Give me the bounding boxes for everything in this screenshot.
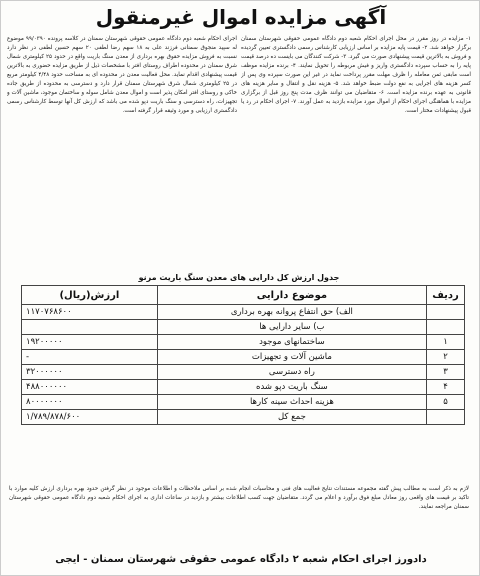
row-subject: سنگ باریت دپو شده — [157, 380, 426, 395]
header-value: ارزش(ریال) — [22, 286, 158, 305]
table-row — [22, 395, 465, 410]
row-number: ۴ — [427, 380, 465, 395]
table-total-row — [22, 410, 465, 425]
row-number: ۳ — [427, 365, 465, 380]
table-row — [22, 320, 465, 335]
header-asset-subject: موضوع دارایی — [157, 286, 426, 305]
row-subject: هزینه احداث سینه کارها — [157, 395, 426, 410]
table-title: جدول ارزش کل دارایی های معدن سنگ باریت مرنو — [138, 273, 340, 282]
table-row — [22, 335, 465, 350]
row-subject: ساختمانهای موجود — [157, 335, 426, 350]
row-number — [427, 305, 465, 320]
total-value: ۱/۷۸۹/۸۷۸/۶۰۰ — [22, 410, 158, 425]
notice-paragraph-bottom: لازم به ذکر است به مطالب پیش گفته مجموعه مستندات نتایج فعالیت های فنی و محاسبات انجام شده بر اساس ملاحظات و اطلاعات موجود در نظر گرفتن حدود بهره برداری ارزش کلیه موارد با تاکید بر قیمت های واقعی روز معادل مبلغ فوق برآورد و اعلام می گردد. متقاضیان جهت کسب اطلاعات بیشتر و بازدید در ساعات اداری به اجرای احکام شعبه دوم دادگاه عمومی حقوقی شهرستان سمنان مراجعه نمایند. — [9, 486, 469, 510]
row-number — [427, 320, 465, 335]
row-value — [22, 320, 158, 335]
row-number: ۵ — [427, 395, 465, 410]
table-row — [22, 380, 465, 395]
row-value: ۱۱۷۰۷۶۸۶۰۰ — [22, 305, 158, 320]
table-row — [22, 365, 465, 380]
notice-paragraph-right: اجرای احکام شعبه دوم دادگاه عمومی حقوقی شهرستان سمنان در کلاسه پرونده ۹۹/۰۳۹۰ موضوع له سپید منجوق سمنانی فرزند علی به ۱۸ سهم رضا لطفی ۲۰ سهم حسین لطفی در نظر دارد نسبت به فروش مزایده حقوق بهره برداری از معدن سنگ باریت واقع در حدود ۲۵ کیلومتری شمال شرق سمنان در محدوده اطراف روستای افتر با مشخصات ذیل از طریق مزایده حضوری به بالاترین قیمت پیشنهادی اقدام نماید. محل فعالیت معدن در محدوده ای به مساحت حدود ۴/۴۸ کیلومتر مربع در ۲۵ کیلومتری شمال شرق شهرستان سمنان قرار دارد و دسترسی به محدوده از طریق جاده خاکی و روستای افتر امکان پذیر است و اموال معدن شامل سوله و ساختمان موجود، ماشین آلات و تجهیزات، راه دسترسی و سنگ باریت دپو شده می باشد که ارزش کل آنها توسط کارشناس رسمی دادگستری ارزیابی و مورد وثیقه قرار گرفته است. — [7, 36, 237, 114]
row-value: - — [22, 350, 158, 365]
table-row — [22, 305, 465, 320]
header-row-number: ردیف — [427, 286, 465, 305]
signature-footer: دادورز اجرای احکام شعبه ۲ دادگاه عمومی حقوقی شهرستان سمنان - ایجی — [55, 554, 427, 565]
page-title: آگهی مزایده اموال غیرمنقول — [95, 5, 387, 29]
row-value: ۸۰۰۰۰۰۰۰ — [22, 395, 158, 410]
row-subject: الف) حق انتفاع پروانه بهره برداری — [157, 305, 426, 320]
row-number — [427, 410, 465, 425]
row-subject: راه دسترسی — [157, 365, 426, 380]
table-row — [22, 350, 465, 365]
notice-paragraph-left: ۱- مزایده در روز مقرر در محل اجرای احکام شعبه دوم دادگاه عمومی حقوقی شهرستان سمنان برگزار خواهد شد. ۲- قیمت پایه مزایده بر اساس ارزیابی کارشناس رسمی دادگستری تعیین گردیده و فروش به بالاترین قیمت پیشنهادی صورت می گیرد. ۳- شرکت کنندگان می بایست ده درصد قیمت پایه را به حساب سپرده دادگستری واریز و فیش مربوطه را تحویل نمایند. ۴- برنده مزایده موظف است مابقی ثمن معامله را ظرف مهلت مقرر پرداخت نماید در غیر این صورت سپرده وی پس از کسر هزینه های اجرایی به نفع دولت ضبط خواهد شد. ۵- هزینه نقل و انتقال و سایر هزینه های قانونی به عهده برنده مزایده است. ۶- متقاضیان می توانند ظرف مدت پنج روز قبل از برگزاری مزایده با هماهنگی اجرای احکام از اموال مورد مزایده بازدید به عمل آورند. ۷- اجرای احکام در رد یا قبول پیشنهادات مختار است. — [241, 36, 471, 114]
row-value: ۴۸۸۰۰۰۰۰۰ — [22, 380, 158, 395]
row-number: ۱ — [427, 335, 465, 350]
total-label: جمع کل — [157, 410, 426, 425]
row-value: ۱۹۲۰۰۰۰۰ — [22, 335, 158, 350]
row-subject: ب) سایر دارایی ها — [157, 320, 426, 335]
row-subject: ماشین آلات و تجهیزات — [157, 350, 426, 365]
row-value: ۳۲۰۰۰۰۰۰ — [22, 365, 158, 380]
row-number: ۲ — [427, 350, 465, 365]
assets-table — [21, 285, 465, 425]
table-header-row — [22, 286, 465, 305]
